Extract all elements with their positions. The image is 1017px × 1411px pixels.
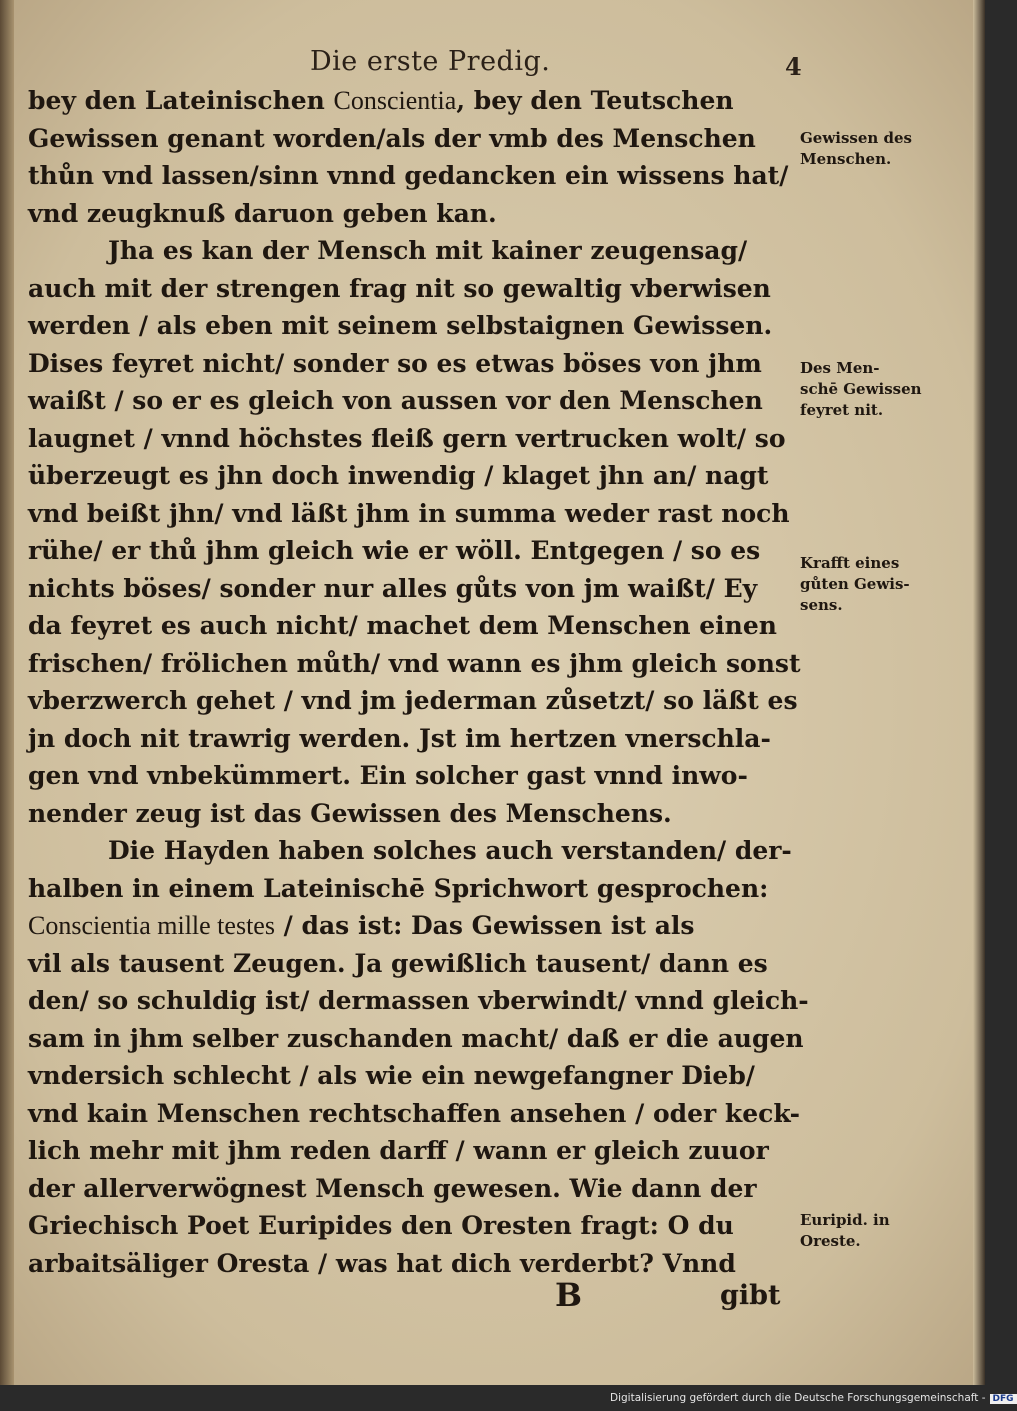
text-line: sam in jhm selber zuschanden macht/ daß er die augen bbox=[28, 1023, 804, 1053]
margin-note-euripides: Euripid. in Oreste. bbox=[800, 1211, 890, 1250]
text-line: waißt / so er es gleich von aussen vor den Menschen bbox=[28, 386, 763, 415]
text-line: rühe/ er thů jhm gleich wie er wöll. Entgegen / so es bbox=[28, 536, 761, 565]
text-line: Jha es kan der Mensch mit kainer zeugensag/ bbox=[108, 236, 748, 265]
folio-number: 4 bbox=[785, 52, 802, 81]
text-line: nender zeug ist das Gewissen des Menschens. bbox=[28, 798, 672, 828]
running-header: Die erste Predig. bbox=[310, 46, 551, 77]
text-line: Dises feyret nicht/ sonder so es etwas böses von jhm bbox=[28, 348, 762, 378]
margin-note-gewissen: Gewissen des Menschen. bbox=[800, 129, 913, 168]
text-line: thůn vnd lassen/sinn vnnd gedancken ein wissens hat/ bbox=[28, 161, 789, 190]
text-line: Conscientia mille testes / das ist: Das Gewissen ist als bbox=[28, 911, 695, 940]
text-line: frischen/ frölichen můth/ vnd wann es jhm gleich sonst bbox=[28, 648, 801, 678]
text-line: den/ so schuldig ist/ dermassen vberwindt/ vnnd gleich- bbox=[28, 986, 809, 1015]
text-line: lich mehr mit jhm reden darff / wann er gleich zuuor bbox=[28, 1136, 769, 1165]
text-line: halben in einem Lateinischē Sprichwort gesprochen: bbox=[28, 873, 769, 903]
digitization-credit bbox=[610, 1392, 1017, 1404]
text-line: Griechisch Poet Euripides den Oresten fragt: O du bbox=[28, 1211, 734, 1240]
body-text bbox=[28, 82, 809, 1282]
page-outer-edge bbox=[973, 0, 985, 1385]
text-line: Die Hayden haben solches auch verstanden/ der- bbox=[108, 836, 792, 865]
text-line: werden / als eben mit seinem selbstaignen Gewissen. bbox=[28, 311, 773, 340]
margin-note-feyret: Des Men- schē Gewissen feyret nit. bbox=[800, 359, 922, 419]
text-line: überzeugt es jhn doch inwendig / klaget jhn an/ nagt bbox=[28, 461, 769, 490]
text-line: vnd zeugknuß daruon geben kan. bbox=[28, 198, 497, 228]
signature-mark: B bbox=[555, 1276, 583, 1314]
page-binding-edge bbox=[0, 0, 14, 1385]
credit-text: Digitalisierung gefördert durch die Deutsche Forschungsgemeinschaft - bbox=[610, 1392, 986, 1404]
text-line: vberzwerch gehet / vnd jm jederman zůsetzt/ so läßt es bbox=[28, 686, 798, 715]
text-line: vnd beißt jhn/ vnd läßt jhm in summa weder rast noch bbox=[28, 498, 790, 528]
catchword: gibt bbox=[720, 1280, 781, 1311]
text-line: arbaitsäliger Oresta / was hat dich verderbt? Vnnd bbox=[28, 1248, 736, 1278]
latin-phrase: Conscientia bbox=[333, 86, 457, 115]
text-line: vil als tausent Zeugen. Ja gewißlich tausent/ dann es bbox=[28, 948, 768, 978]
text-line: auch mit der strengen frag nit so gewaltig vberwisen bbox=[28, 273, 771, 303]
text-line: vndersich schlecht / als wie ein newgefangner Dieb/ bbox=[28, 1061, 755, 1090]
text-line: jn doch nit trawrig werden. Jst im hertzen vnerschla- bbox=[28, 723, 771, 753]
text-line: vnd kain Menschen rechtschaffen ansehen / oder keck- bbox=[28, 1098, 801, 1128]
text-line: der allerverwögnest Mensch gewesen. Wie dann der bbox=[28, 1173, 757, 1203]
text-line: laugnet / vnnd höchstes fleiß gern vertrucken wolt/ so bbox=[28, 423, 786, 453]
text-line: bey den Lateinischen Conscientia, bey den Teutschen bbox=[28, 86, 734, 115]
margin-note-krafft: Krafft eines gůten Gewis- sens. bbox=[800, 554, 910, 614]
latin-phrase: Conscientia mille testes bbox=[28, 911, 275, 940]
text-line: gen vnd vnbekümmert. Ein solcher gast vnnd inwo- bbox=[28, 761, 748, 790]
text-line: Gewissen genant worden/als der vmb des Menschen bbox=[28, 123, 756, 153]
text-line: nichts böses/ sonder nur alles gůts von jm waißt/ Ey bbox=[28, 573, 758, 603]
text-line: da feyret es auch nicht/ machet dem Menschen einen bbox=[28, 611, 777, 640]
dfg-logo: DFG bbox=[990, 1394, 1017, 1404]
